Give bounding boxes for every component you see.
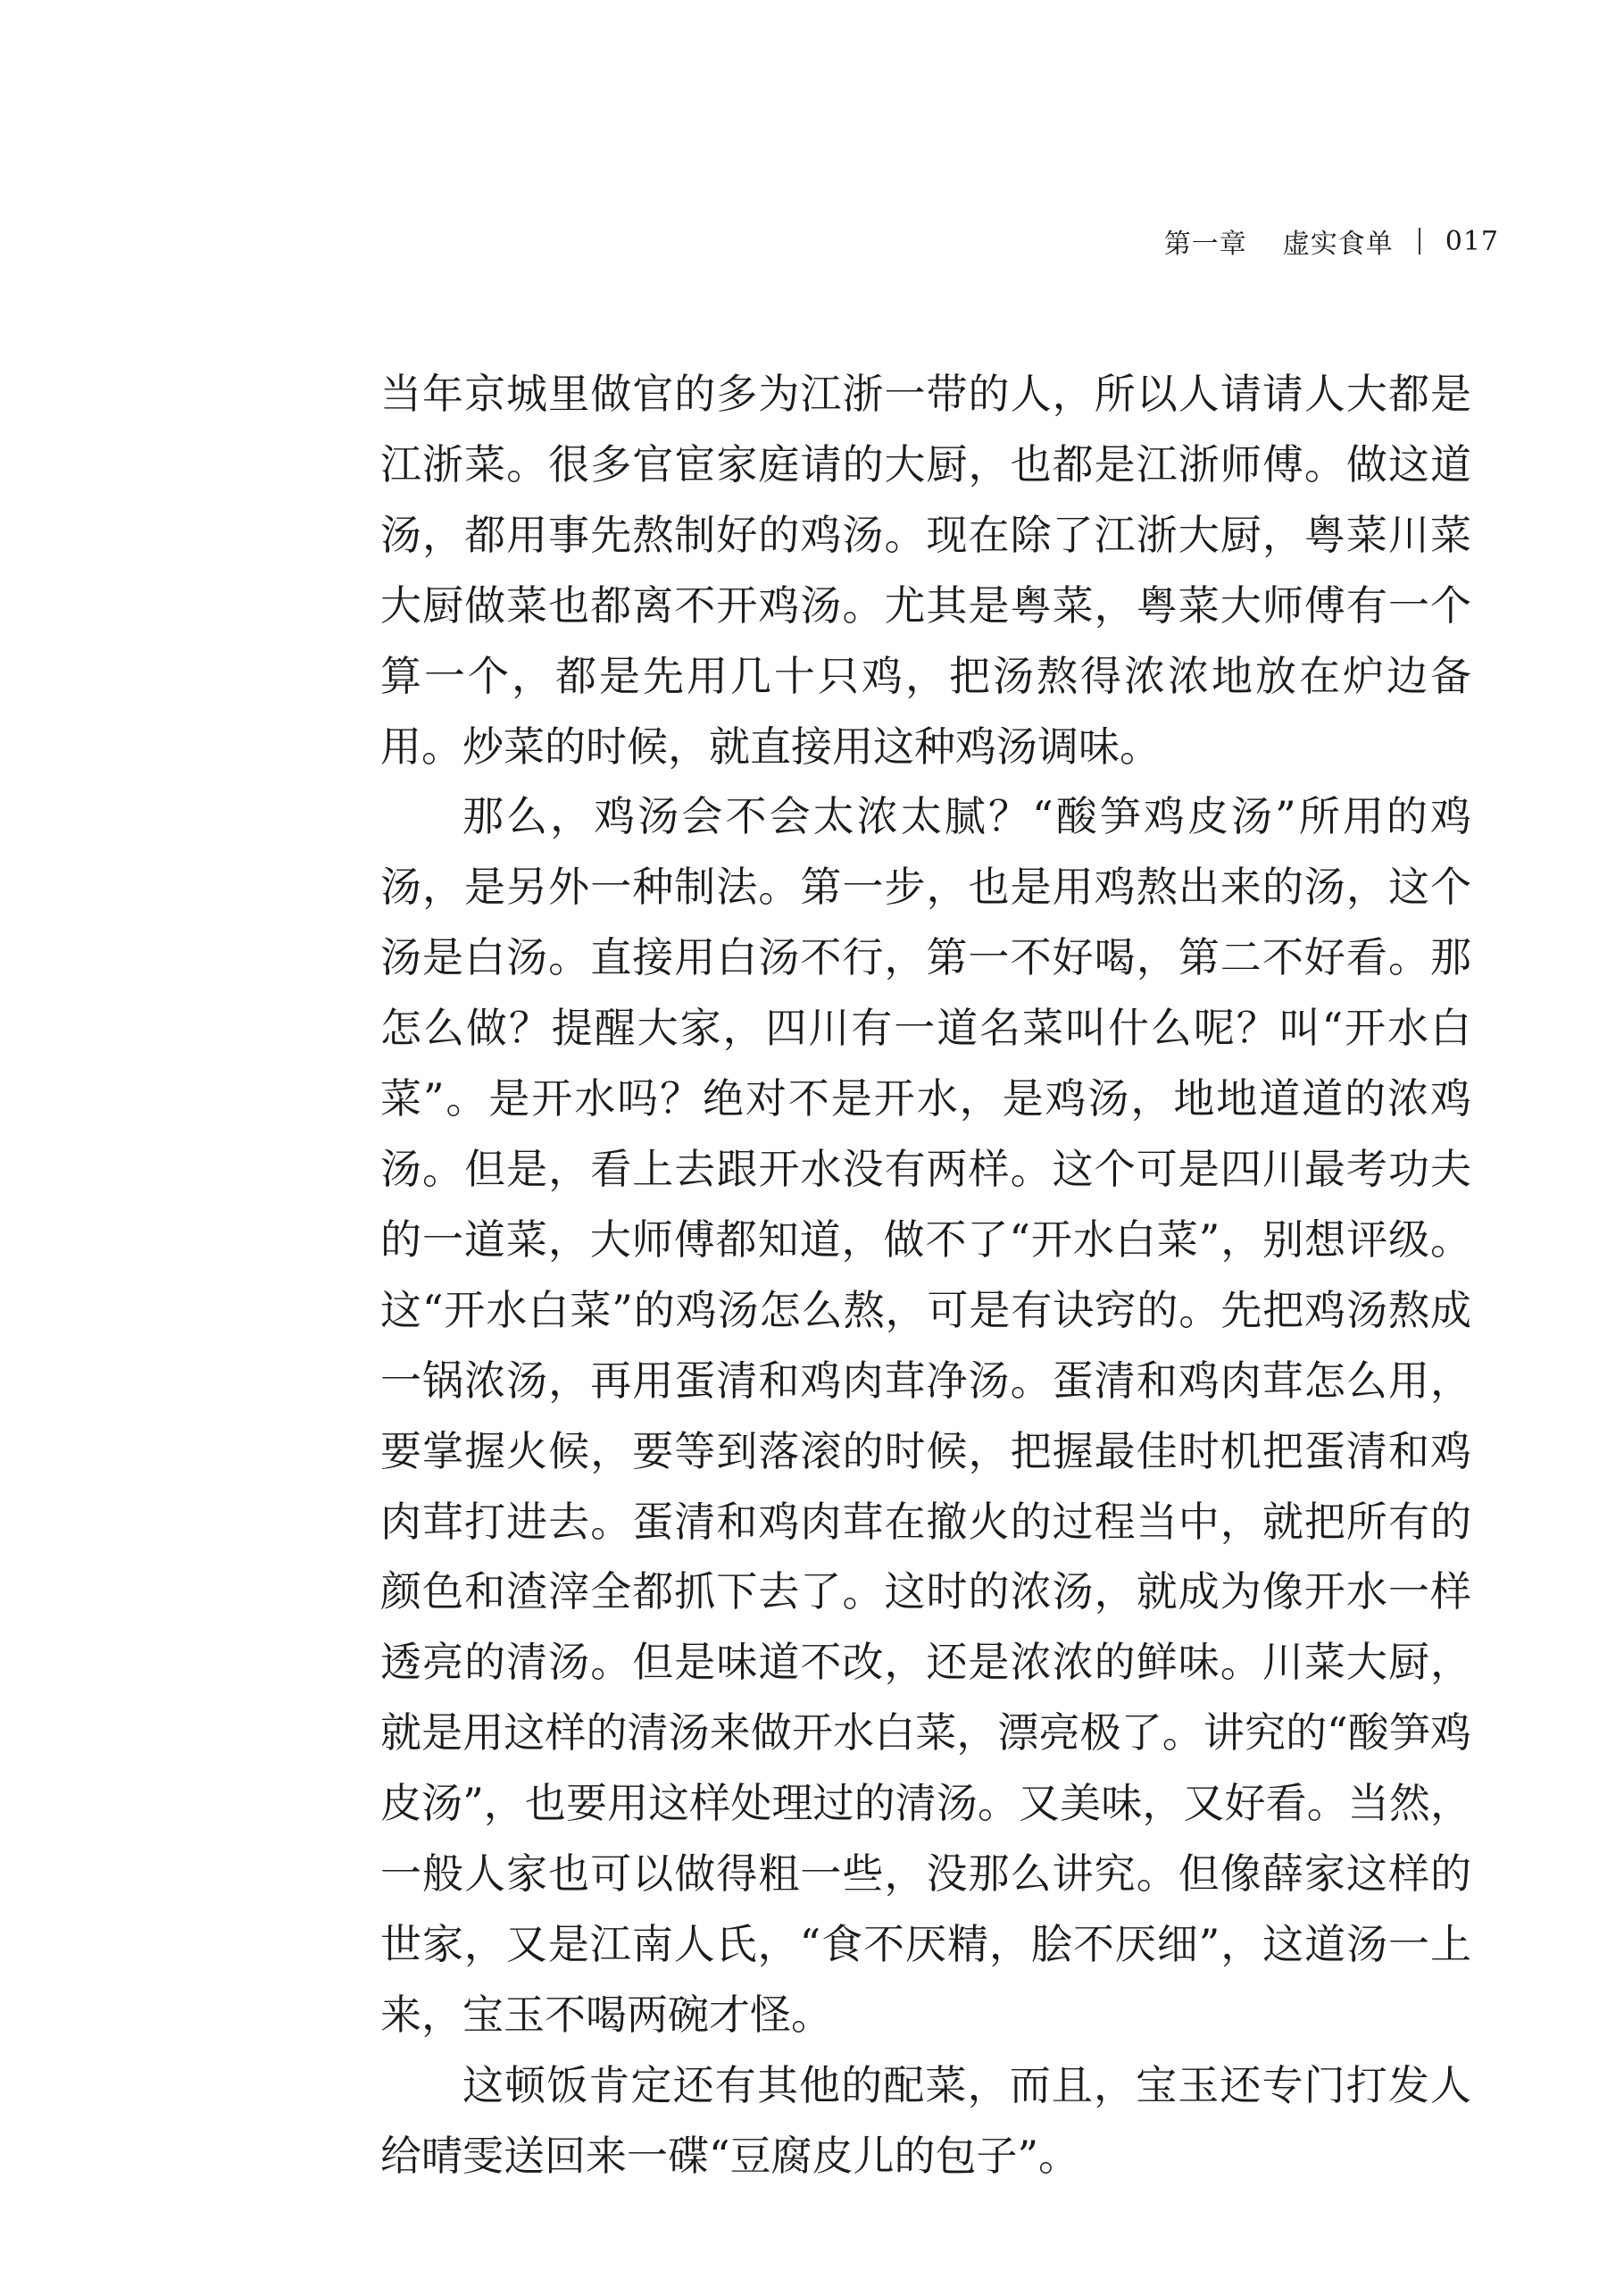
paragraph-2: 那么，鸡汤会不会太浓太腻？“酸笋鸡皮汤”所用的鸡汤，是另外一种制法。第一步，也是用鸡熬出来的汤，这个汤是白汤。直接用白汤不行，第一不好喝，第二不好看。那怎么做？提醒大家，四川有一道名菜叫什么呢？叫“开水白菜”。是开水吗？绝对不是开水，是鸡汤，地地道道的浓鸡汤。但是，看上去跟开水没有两样。这个可是四川最考功夫的一道菜，大师傅都知道，做不了“开水白菜”，别想评级。这“开水白菜”的鸡汤怎么熬，可是有诀窍的。先把鸡汤熬成一锅浓汤，再用蛋清和鸡肉茸净汤。蛋清和鸡肉茸怎么用，要掌握火候，要等到落滚的时候，把握最佳时机把蛋清和鸡肉茸打进去。蛋清和鸡肉茸在撤火的过程当中，就把所有的颜色和渣滓全都抓下去了。这时的浓汤，就成为像开水一样透亮的清汤。但是味道不改，还是浓浓的鲜味。川菜大厨，就是用这样的清汤来做开水白菜，漂亮极了。讲究的“酸笋鸡皮汤”，也要用这样处理过的清汤。又美味，又好看。当然，一般人家也可以做得粗一些，没那么讲究。但像薛家这样的世家，又是江南人氏，“食不厌精，脍不厌细”，这道汤一上来，宝玉不喝两碗才怪。	[380, 792, 1471, 2039]
chapter-number: 第一章	[1163, 229, 1247, 260]
chapter-title: 虚实食单	[1282, 229, 1394, 260]
page-number: 017	[1445, 225, 1499, 257]
paragraph-3: 这顿饭肯定还有其他的配菜，而且，宝玉还专门打发人给晴雯送回来一碟“豆腐皮儿的包子”。	[380, 2060, 1471, 2180]
paragraph-1: 当年京城里做官的多为江浙一带的人，所以人请请人大都是江浙菜。很多官宦家庭请的大厨，也都是江浙师傅。做这道汤，都用事先熬制好的鸡汤。现在除了江浙大厨，粤菜川菜大厨做菜也都离不开鸡汤。尤其是粤菜，粤菜大师傅有一个算一个，都是先用几十只鸡，把汤熬得浓浓地放在炉边备用。炒菜的时候，就直接用这种鸡汤调味。	[380, 370, 1471, 771]
header-divider	[1419, 228, 1420, 255]
running-header	[1164, 221, 1499, 261]
body-text	[380, 359, 1471, 2191]
